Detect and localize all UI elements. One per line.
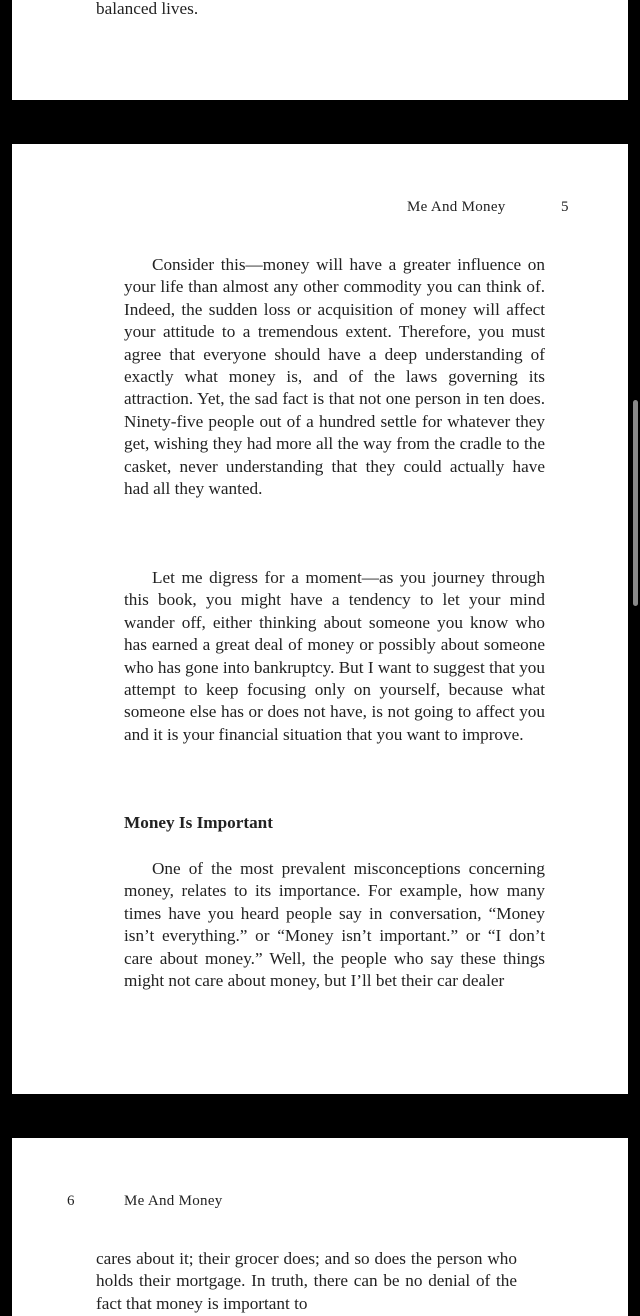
running-head: Me And Money — [124, 1193, 223, 1209]
body-block-3 — [124, 858, 545, 992]
page-number: 6 — [67, 1193, 75, 1209]
page-5 — [12, 144, 628, 1094]
section-heading: Money Is Important — [124, 813, 273, 832]
paragraph: One of the most prevalent misconceptions concerning money, relates to its importance. For example, how many times have you heard people say in conversation, “Money isn’t everything.” or “Money isn’t important.” or “I don’t care about money.” Well, the people who say these things might not care about money, but I’ll bet their car dealer — [124, 859, 545, 991]
page-4-fragment — [12, 0, 628, 100]
running-head: Me And Money — [407, 199, 506, 215]
paragraph: Let me digress for a moment—as you journey through this book, you might have a tendency to let your mind wander off, either thinking about someone you know who has earned a great deal of money or possibly about someone who has gone into bankruptcy. But I want to suggest that you attempt to keep focusing only on yourself, because what someone else has or does not have, is not going to affect you and it is your financial situation that you want to improve. — [124, 568, 545, 744]
paragraph: cares about it; their grocer does; and so does the person who holds their mortgage. In truth, there can be no denial of the fact that money is important to — [96, 1249, 517, 1313]
body-block-2 — [124, 567, 545, 746]
page-4-closing-text: balanced lives. — [96, 0, 199, 18]
page-number: 5 — [561, 199, 569, 215]
scrollbar[interactable] — [633, 400, 638, 606]
paragraph: Consider this—money will have a greater influence on your life than almost any other commodity you can think of. Indeed, the sudden loss or acquisition of money will affect your attitude to a tremendous extent. Therefore, you must agree that everyone should have a deep understanding of exactly what money is, and of the laws governing its attraction. Yet, the sad fact is that not one person in ten does. Ninety-five people out of a hundred settle for whatever they get, wishing they had more all the way from the cradle to the casket, never understanding that they could actually have had all they wanted. — [124, 255, 545, 499]
page-6 — [12, 1138, 628, 1316]
body-block-1 — [96, 1248, 517, 1315]
body-block-1 — [124, 254, 545, 500]
